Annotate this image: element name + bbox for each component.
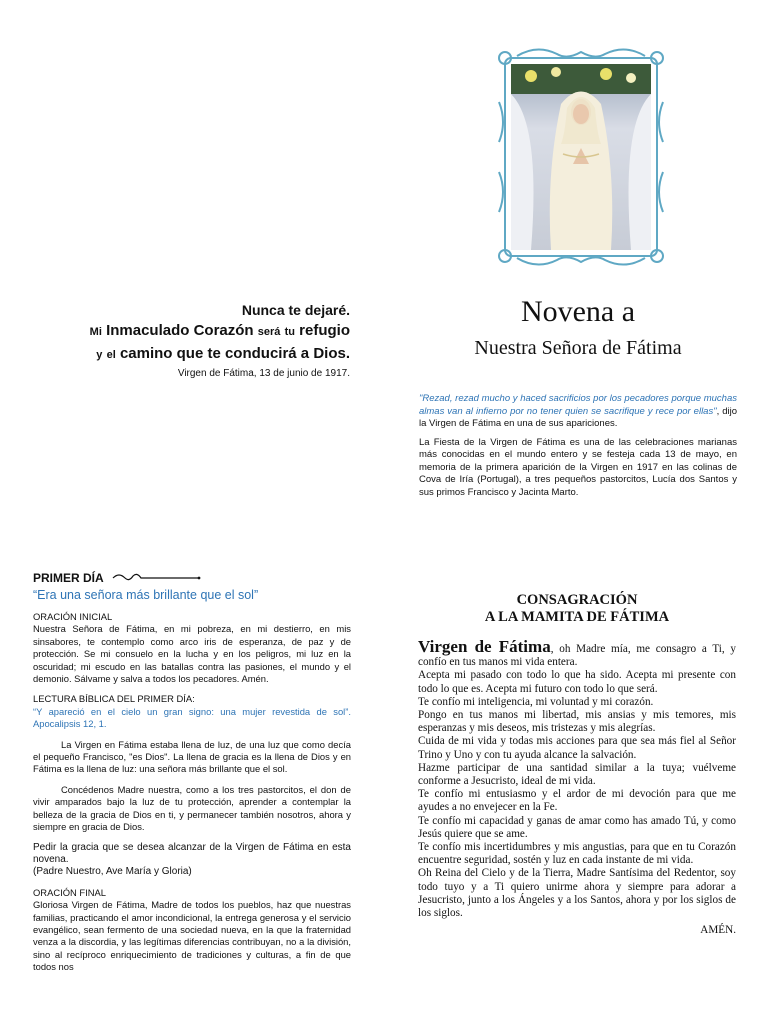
oracion-inicial-label: ORACIÓN INICIAL	[33, 611, 113, 622]
oracion-final-text: Gloriosa Virgen de Fátima, Madre de todos los pueblos, haz que nuestras familias, practicando el amor incondicional, la entrega generosa y el servicio evangélico, sean fermento de una sociedad nueva, en la que la fraternidad venza a la discordia, y las legítimas diferencias contribuyan, no a la división, sino al recíproco enriquecimiento de tradiciones y culturas, a fin de que todos nos	[33, 899, 351, 973]
day-subtitle: “Era una señora más brillante que el sol”	[33, 588, 259, 602]
reflexion-paragraph-1: La Virgen en Fátima estaba llena de luz, de una luz que como decía el pequeño Francisco, "es Dios". La llena de gracia es la llena de Dios y en Fátima es la llena de luz: una señora más brillante que el sol.	[33, 738, 351, 775]
lectura-label: LECTURA BÍBLICA DEL PRIMER DÍA:	[33, 693, 195, 705]
reflexion-paragraph-2: Concédenos Madre nuestra, como a los tres pastorcitos, el don de vivir amparados bajo la luz de tu protección, aprender a contemplar la belleza de la gracia de Dios en ti, y permanecer también nosotros, ahora y siempre en gracia de Dios.	[33, 783, 351, 833]
quote-line-1: Nunca te dejaré.	[241, 302, 350, 318]
flourish-icon	[111, 570, 201, 584]
rezos: (Padre Nuestro, Ave María y Gloria)	[33, 866, 192, 878]
consagracion-p6: Hazme participar de una santidad similar a la tuya; vuélveme conforme a Jesucristo, ideal de mi vida.	[418, 761, 736, 788]
page-subtitle: Nuestra Señora de Fátima	[474, 337, 682, 359]
consagracion-section	[418, 592, 736, 936]
intro-text	[419, 393, 737, 505]
page-title: Novena a	[520, 295, 636, 328]
quote-line-2: Mi Inmaculado Corazón será tu refugio	[89, 322, 350, 339]
consagracion-p9: Te confío mis incertidumbres y mis angustias, para que en tu Corazón encuentre seguridad, sostén y luz en cada instante de mi vida.	[418, 841, 736, 867]
intro-paragraph: La Fiesta de la Virgen de Fátima es una de las celebraciones marianas más conocidas en el mundo entero y se festeja cada 13 de mayo, en memoria de la primera aparición de la Virgen en 1917 en las colinas de Cova de Iría (Portugal), a tres pequeños pastorcitos, Lucía dos Santos y sus primos Francisco y Jacinta Marto.	[419, 436, 737, 498]
virgin-statue-photo	[511, 64, 651, 250]
intro-quote-paragraph: "Rezad, rezad mucho y haced sacrificios por los pecadores porque muchas almas van al infierno por no tener quien se sacrifique y rece por ellas", dijo la Virgen de Fátima en una de sus apariciones.	[419, 393, 737, 429]
quote-line-3: y el camino que te conducirá a Dios.	[96, 345, 350, 362]
consagracion-p3: Te confío mi inteligencia, mi voluntad y mi corazón.	[418, 695, 654, 708]
consagracion-body	[418, 637, 736, 920]
amen: AMÉN.	[700, 924, 736, 937]
oracion-final-label: ORACIÓN FINAL	[33, 886, 106, 898]
oracion-inicial-text: Nuestra Señora de Fátima, en mi pobreza, en mi destierro, en mis sinsabores, te contemplo como arco iris de esperanza, de paz y de protección. Se mi consuelo en la lucha y en los peligros, mi luz en la oscuridad; mi escudo en las batallas contra las pasiones, el mundo y el demonio. Sálvame y salva a todos los pecadores. Amén.	[33, 623, 351, 685]
consagracion-p5: Cuida de mi vida y todas mis acciones para que sea más fiel al Señor Trino y Uno y con tu ayuda alcance la salvación.	[418, 735, 736, 761]
first-day-section	[33, 570, 351, 974]
statue-icon	[511, 64, 651, 250]
consagracion-p7: Te confío mi entusiasmo y el ardor de mi devoción para que me ayudes a no envejecer en la Fe.	[418, 788, 736, 814]
consagracion-heading-2: A LA MAMITA DE FÁTIMA	[484, 609, 670, 625]
novena-title-block	[418, 293, 738, 363]
consagracion-p1: Virgen de Fátima, oh Madre mía, me consagro a Ti, y confío en tus manos mi vida entera.	[418, 637, 736, 669]
day-heading: PRIMER DÍA	[33, 570, 351, 586]
consagracion-p10: Oh Reina del Cielo y de la Tierra, Madre Santísima del Redentor, soy todo tuyo y a Ti quiero unirme ahora y siempre para adorar a Jesucristo, junto a los Ángeles y a los Santos, ahora y por los siglos de los siglos.	[418, 867, 736, 920]
consagracion-heading-1: CONSAGRACIÓN	[516, 592, 638, 608]
lectura-text: “Y apareció en el cielo un gran signo: una mujer revestida de sol”. Apocalipsis 12, 1.	[33, 705, 351, 730]
consagracion-p8: Te confío mi capacidad y ganas de amar como has amado Tú, y como Jesús quiere que se ame.	[418, 814, 736, 840]
consagracion-p2: Acepta mi pasado con todo lo que ha sido. Acepta mi presente con todo lo que es. Acepta mi futuro con todo lo que será.	[418, 669, 736, 695]
quote-attribution: Virgen de Fátima, 13 de junio de 1917.	[177, 368, 350, 379]
fatima-quote	[40, 300, 350, 381]
virgin-image-frame	[497, 42, 665, 272]
pedir-gracia: Pedir la gracia que se desea alcanzar de la Virgen de Fátima en esta novena.	[33, 841, 351, 865]
consagracion-p4: Pongo en tus manos mi libertad, mis ansias y mis temores, mis esperanzas y mis deseos, mis tristezas y mis alegrías.	[418, 709, 736, 735]
